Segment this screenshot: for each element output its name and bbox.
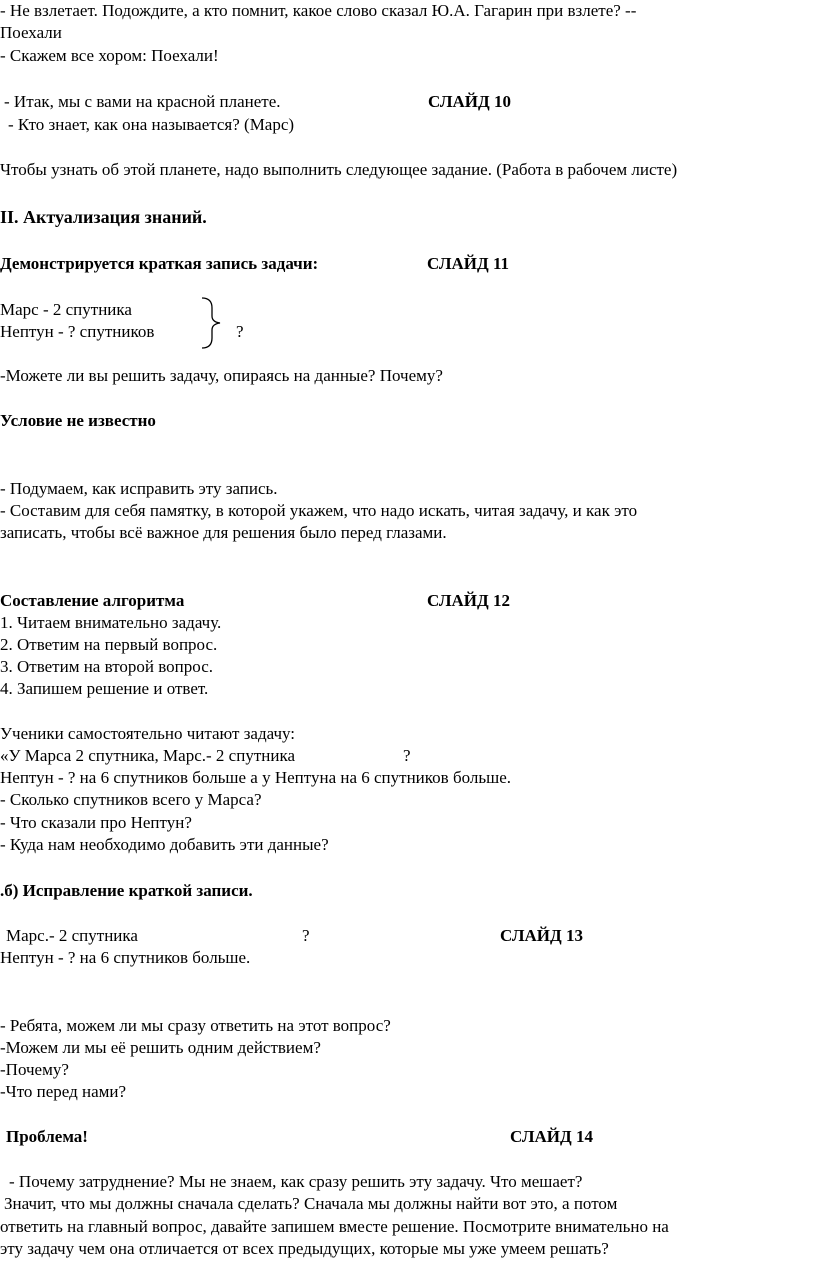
algorithm-question-1: - Сколько спутников всего у Марса? (0, 790, 262, 809)
problem-line-4: эту задачу чем она отличается от всех предыдущих, которые мы уже умеем решать? (0, 1239, 609, 1258)
algorithm-step-3: 3. Ответим на второй вопрос. (0, 657, 213, 676)
correction-question-4: -Что перед нами? (0, 1082, 127, 1101)
correction-mars: Марс.- 2 спутника (6, 926, 138, 945)
intro-line-2: Поехали (0, 23, 62, 42)
neptune-record: Нептун - ? спутников (0, 322, 155, 341)
correction-question-1: - Ребята, можем ли мы сразу ответить на этот вопрос? (0, 1016, 391, 1035)
algorithm-step-2: 2. Ответим на первый вопрос. (0, 635, 218, 654)
solve-question: -Можете ли вы решить задачу, опираясь на данные? Почему? (0, 366, 443, 385)
problem-heading: Проблема! (6, 1127, 88, 1146)
algorithm-step-1: 1. Читаем внимательно задачу. (0, 613, 222, 632)
think-line-3: записать, чтобы всё важное для решения было перед глазами. (0, 523, 447, 542)
algorithm-heading: Составление алгоритма (0, 591, 185, 610)
condition-unknown: Условие не известно (0, 411, 156, 430)
algorithm-question-2: - Что сказали про Нептун? (0, 813, 192, 832)
mars-record: Марс - 2 спутника (0, 300, 132, 319)
think-line-2: - Составим для себя памятку, в которой укажем, что надо искать, читая задачу, и как это (0, 501, 638, 520)
task-line-2: Нептун - ? на 6 спутников больше а у Нептуна на 6 спутников больше. (0, 768, 512, 787)
correction-heading: .б) Исправление краткой записи. (0, 881, 253, 900)
slide-10-label: СЛАЙД 10 (428, 92, 511, 111)
planet-question-1: - Итак, мы с вами на красной планете. (4, 92, 281, 111)
algorithm-question-3: - Куда нам необходимо добавить эти данные? (0, 835, 329, 854)
correction-question-2: -Можем ли мы её решить одним действием? (0, 1038, 321, 1057)
problem-line-1: - Почему затруднение? Мы не знаем, как сразу решить эту задачу. Что мешает? (9, 1172, 583, 1191)
slide-11-label: СЛАЙД 11 (427, 254, 510, 273)
demo-label: Демонстрируется краткая запись задачи: (0, 254, 319, 273)
planet-question-2: - Кто знает, как она называется? (Марс) (8, 115, 295, 134)
task-line-1: «У Марса 2 спутника, Марс.- 2 спутника (0, 746, 295, 765)
students-read: Ученики самостоятельно читают задачу: (0, 724, 296, 743)
slide-14-label: СЛАЙД 14 (510, 1127, 593, 1146)
problem-line-3: ответить на главный вопрос, давайте запишем вместе решение. Посмотрите внимательно на (0, 1217, 669, 1236)
correction-neptune: Нептун - ? на 6 спутников больше. (0, 948, 251, 967)
curly-brace-icon (198, 296, 224, 350)
planet-task: Чтобы узнать об этой планете, надо выполнить следующее задание. (Работа в рабочем листе) (0, 160, 678, 179)
correction-question-3: -Почему? (0, 1060, 69, 1079)
correction-question-mark: ? (302, 926, 310, 945)
task-question-mark: ? (403, 746, 411, 765)
think-line-1: - Подумаем, как исправить эту запись. (0, 479, 278, 498)
slide-13-label: СЛАЙД 13 (500, 926, 583, 945)
intro-line-3: - Скажем все хором: Поехали! (0, 46, 219, 65)
brace-question-mark: ? (236, 322, 244, 341)
intro-line-1: - Не взлетает. Подождите, а кто помнит, какое слово сказал Ю.А. Гагарин при взлете? -- (0, 1, 637, 20)
algorithm-step-4: 4. Запишем решение и ответ. (0, 679, 209, 698)
section-heading: II. Актуализация знаний. (0, 207, 207, 227)
slide-12-label: СЛАЙД 12 (427, 591, 510, 610)
problem-line-2: Значит, что мы должны сначала сделать? Сначала мы должны найти вот это, а потом (4, 1194, 618, 1213)
